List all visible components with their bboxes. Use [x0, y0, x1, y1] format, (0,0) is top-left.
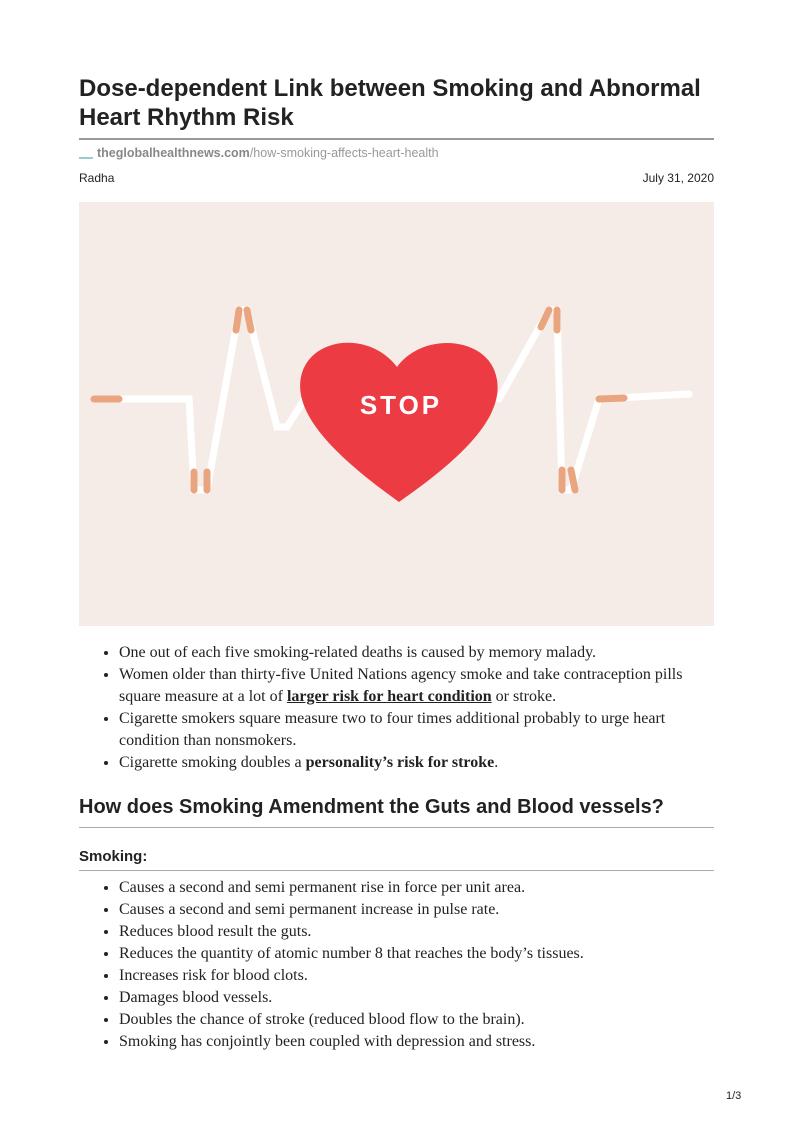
list-item: • One out of each five smoking-related deaths is caused by memory malady. [119, 642, 719, 664]
heart-risk-link[interactable]: larger risk for heart condition [286, 688, 492, 705]
article-title: Dose-dependent Link between Smoking and Abnormal Heart Rhythm Risk [79, 75, 701, 131]
subheading-divider [79, 870, 714, 871]
source-domain: theglobalhealthnews.com [97, 146, 250, 160]
hero-image [79, 202, 714, 626]
section-heading: How does Smoking Amendment the Guts and Blood vessels? [79, 796, 664, 818]
list-item: • Damages blood vessels. [119, 987, 719, 1009]
effects-list [79, 877, 719, 1053]
list-item: • Causes a second and semi permanent increase in pulse rate. [119, 899, 719, 921]
list-item: • Cigarette smoking doubles a personality’s risk for stroke. [119, 752, 719, 774]
heart-stop-text: STOP [359, 390, 443, 420]
publish-date: July 31, 2020 [642, 171, 714, 185]
facts-list [79, 642, 719, 774]
site-favicon-icon [79, 147, 93, 159]
section-divider [79, 827, 714, 828]
source-link[interactable] [79, 146, 439, 160]
list-item: • Doubles the chance of stroke (reduced blood flow to the brain). [119, 1009, 719, 1031]
list-item: • Smoking has conjointly been coupled with depression and stress. [119, 1031, 719, 1053]
list-item: • Cigarette smokers square measure two to four times additional probably to urge heart condition than nonsmokers. [119, 708, 719, 752]
source-path: /how-smoking-affects-heart-health [249, 146, 439, 160]
stroke-risk-text: personality’s risk for stroke [305, 754, 495, 771]
page-number: 1/3 [726, 1090, 742, 1102]
list-item: • Women older than thirty-five United Nations agency smoke and take contraception pills square measure at a lot of larger risk for heart condition or stroke. [119, 664, 719, 708]
list-item: • Causes a second and semi permanent rise in force per unit area. [119, 877, 719, 899]
list-item: • Reduces the quantity of atomic number 8 that reaches the body’s tissues. [119, 943, 719, 965]
list-item: • Reduces blood result the guts. [119, 921, 719, 943]
list-item: • Increases risk for blood clots. [119, 965, 719, 987]
byline [79, 171, 714, 185]
subheading: Smoking: [79, 848, 148, 865]
title-divider [79, 138, 714, 140]
author: Radha [79, 171, 115, 185]
